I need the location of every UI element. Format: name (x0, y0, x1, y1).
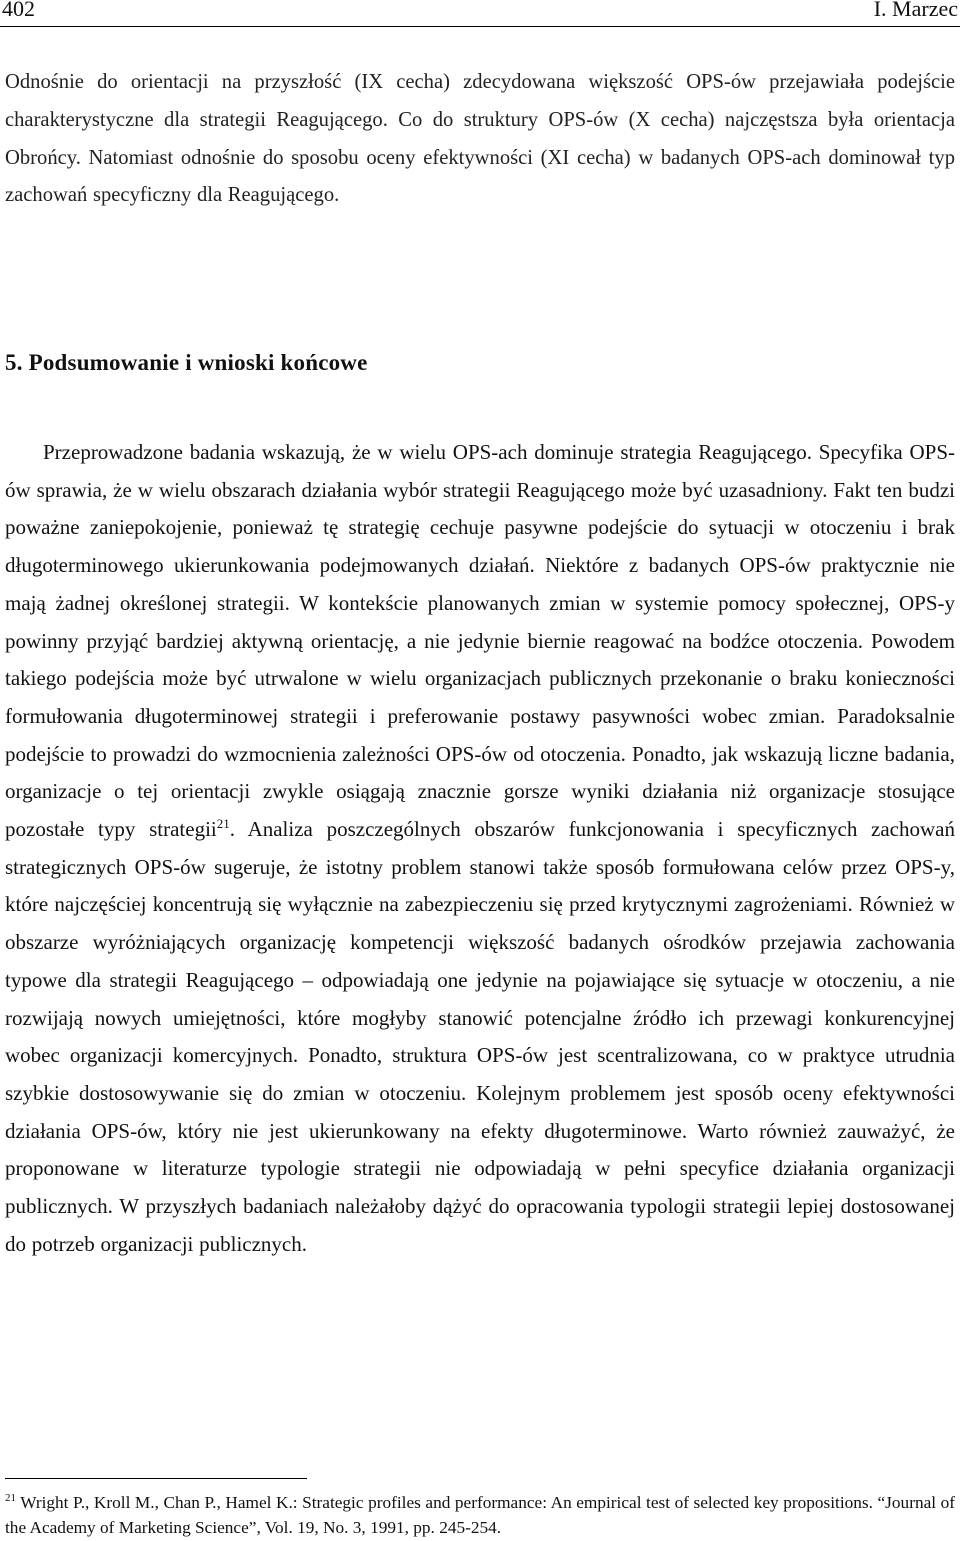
section-paragraph (5, 434, 955, 1263)
running-header-author: I. Marzec (873, 0, 958, 21)
paragraph-text-part1: Przeprowadzone badania wskazują, że w wielu OPS-ach dominuje strategia Reagującego. Specyfika OPS-ów sprawia, że w wielu obszarach działania wybór strategii Reagującego może być uzasadniony. Fakt ten budzi poważne zaniepokojenie, ponieważ tę strategię cechuje pasywne podejście do sytuacji w otoczeniu i brak długoterminowego ukierunkowania podejmowanych działań. Niektóre z badanych OPS-ów praktycznie nie mają żadnej określonej strategii. W kontekście planowanych zmian w systemie pomocy społecznej, OPS-y powinny przyjąć bardziej aktywną orientację, a nie jedynie biernie reagować na bodźce otoczenia. Powodem takiego podejścia może być utrwalone w wielu organizacjach publicznych przekonanie o braku konieczności formułowania długoterminowej strategii i preferowanie postawy pasywności wobec zmian. Paradoksalnie podejście to prowadzi do wzmocnienia zależności OPS-ów od otoczenia. Ponadto, jak wskazują liczne badania, organizacje o tej orientacji zwykle osiągają znacznie gorsze wyniki działania niż organizacje stosujące pozostałe typy strategii (5, 440, 955, 842)
footnote-number: 21 (5, 1492, 16, 1505)
footnote-reference: 21 (216, 816, 230, 832)
footnote (5, 1490, 955, 1540)
paragraph-text-part2: . Analiza poszczególnych obszarów funkcjonowania i specyficznych zachowań strategicznych OPS-ów sugeruje, że istotny problem stanowi także sposób formułowana celów przez OPS-y, które najczęściej koncentrują się wyłącznie na zabezpieczeniu się przed krytycznymi zagrożeniami. Również w obszarze wyróżniających organizację kompetencji większość badanych ośrodków przejawia zachowania typowe dla strategii Reagującego – odpowiadają one jedynie na pojawiające się sytuacje w otoczeniu, a nie rozwijają nowych umiejętności, które mogłyby stanowić potencjalne źródło ich przewagi konkurencyjnej wobec organizacji komercyjnych. Ponadto, struktura OPS-ów jest scentralizowana, co w praktyce utrudnia szybkie dostosowywanie się do zmian w otoczeniu. Kolejnym problemem jest sposób oceny efektywności działania OPS-ów, który nie jest ukierunkowany na efekty długoterminowe. Warto również zauważyć, że proponowane w literaturze typologie strategii nie odpowiadają w pełni specyfice działania organizacji publicznych. W przyszłych badaniach należałoby dążyć do opracowania typologii strategii lepiej dostosowanej do potrzeb organizacji publicznych. (5, 817, 955, 1256)
footnote-separator (5, 1478, 307, 1479)
intro-paragraph: Odnośnie do orientacji na przyszłość (IX cecha) zdecydowana większość OPS-ów przejawiała podejście charakterystyczne dla strategii Reagującego. Co do struktury OPS-ów (X cecha) najczęstsza była orientacja Obrońcy. Natomiast odnośnie do sposobu oceny efektywności (XI cecha) w badanych OPS-ach dominował typ zachowań specyficzny dla Reagującego. (5, 71, 955, 207)
page-header (0, 0, 960, 27)
section-heading: 5. Podsumowanie i wnioski końcowe (5, 350, 368, 375)
page-number: 402 (2, 0, 35, 21)
footnote-text: Wright P., Kroll M., Chan P., Hamel K.: Strategic profiles and performance: An empirical test of selected key propositions. “Journal of the Academy of Marketing Science”, Vol. 19, No. 3, 1991, pp. 245-254. (5, 1493, 955, 1537)
